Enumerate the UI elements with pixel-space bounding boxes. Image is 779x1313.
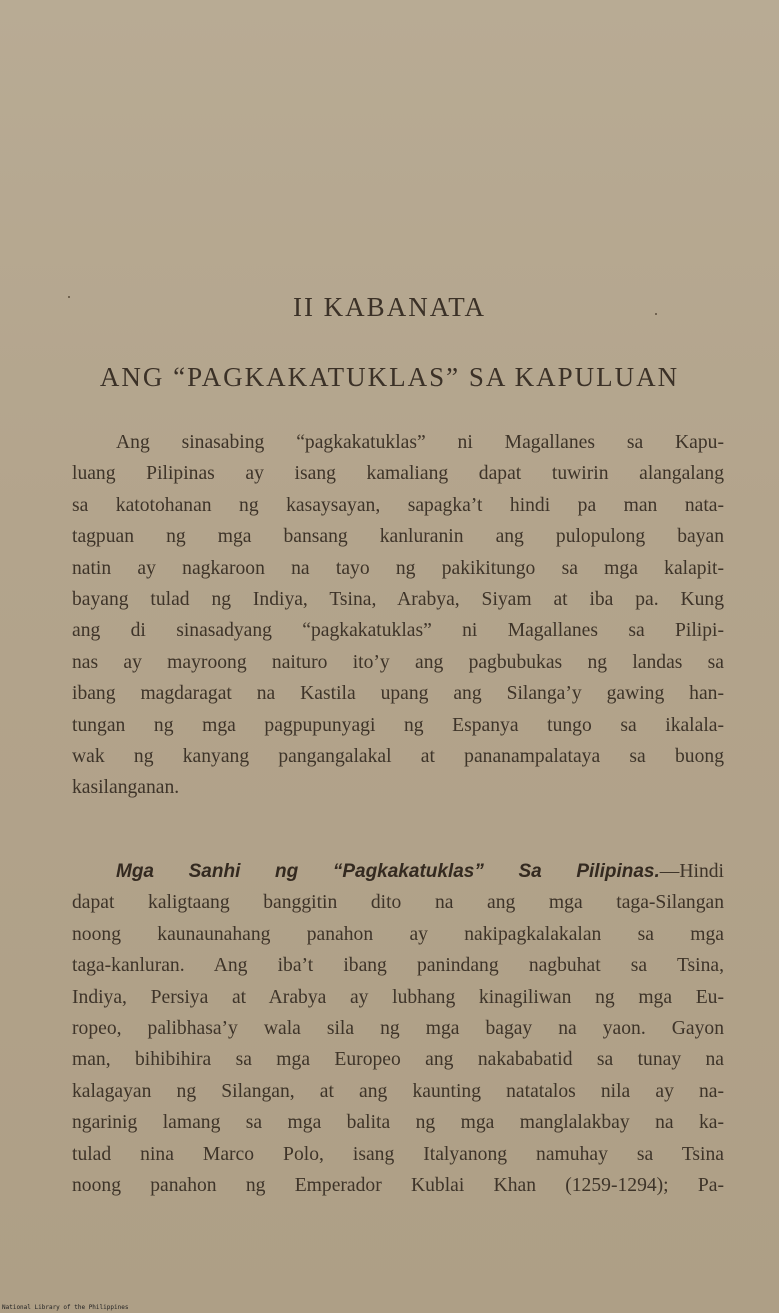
footer-credit: National Library of the Philippines [2, 1304, 129, 1311]
text-line: tungan ng mga pagpupunyagi ng Espanya tungo sa ikalala- [72, 714, 724, 736]
section-heading-continuation: —Hindi [659, 861, 724, 882]
text-line: tagpuan ng mga bansang kanluranin ang pulopulong bayan [72, 526, 724, 548]
text-line: taga-kanluran. Ang iba’t ibang panindang nagbuhat sa Tsina, [72, 955, 724, 977]
text-line [72, 856, 724, 887]
text-line: ang di sinasadyang “pagkakatuklas” ni Magallanes sa Pilipi- [72, 620, 724, 642]
paragraph-2 [72, 856, 724, 1201]
text-line: ropeo, palibhasa’y wala sila ng mga bagay na yaon. Gayon [72, 1018, 724, 1040]
text-line: dapat kaligtaang banggitin dito na ang mga taga-Silangan [72, 892, 724, 914]
text-line: noong kaunaunahang panahon ay nakipagkalakalan sa mga [72, 923, 724, 945]
text-line: ibang magdaragat na Kastila upang ang Silanga’y gawing han- [72, 683, 724, 705]
chapter-heading: II KABANATA [292, 292, 487, 322]
text-line: nas ay mayroong naituro ito’y ang pagbubukas ng landas sa [72, 651, 724, 673]
text-line: noong panahon ng Emperador Kublai Khan (1259-1294); Pa- [72, 1175, 724, 1197]
chapter-title: ANG “PAGKAKATUKLAS” SA KAPULUAN [99, 362, 680, 392]
text-line: ngarinig lamang sa mga balita ng mga manglalakbay na ka- [72, 1112, 724, 1134]
text-line: Indiya, Persiya at Arabya ay lubhang kinagiliwan ng mga Eu- [72, 986, 724, 1008]
text-line: tulad nina Marco Polo, isang Italyanong namuhay sa Tsina [72, 1143, 724, 1165]
section-heading: Mga Sanhi ng “Pagkakatuklas” Sa Pilipinas. [116, 861, 660, 882]
text-line: man, bihibihira sa mga Europeo ang nakababatid sa tunay na [72, 1049, 724, 1071]
text-line: natin ay nagkaroon na tayo ng pakikitungo sa mga kalapit- [72, 557, 724, 579]
text-line: Ang sinasabing “pagkakatuklas” ni Magallanes sa Kapu- [116, 432, 724, 453]
text-line: bayang tulad ng Indiya, Tsina, Arabya, Siyam at iba pa. Kung [72, 589, 724, 611]
text-line: wak ng kanyang pangangalakal at pananampalataya sa buong [72, 746, 724, 768]
text-line: luang Pilipinas ay isang kamaliang dapat tuwirin alangalang [72, 463, 724, 485]
text-line: kalagayan ng Silangan, at ang kaunting natatalos nila ay na- [72, 1080, 724, 1102]
paragraph-1 [72, 427, 724, 804]
text-line: sa katotohanan ng kasaysayan, sapagka’t hindi pa man nata- [72, 494, 724, 516]
text-line: kasilanganan. [72, 777, 180, 799]
